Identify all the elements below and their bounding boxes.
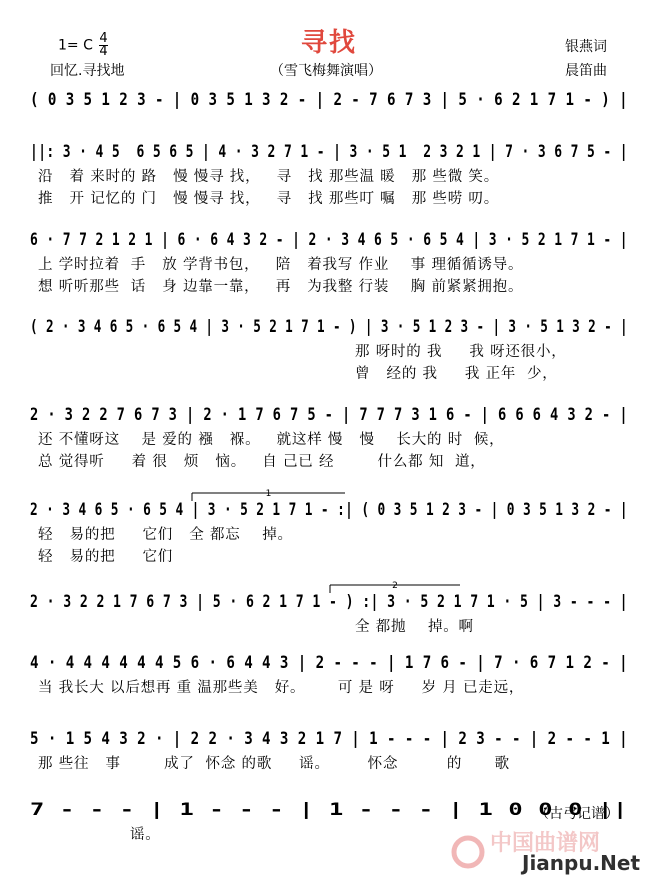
watermark-brand: 中国曲谱网 xyxy=(490,831,601,856)
transcriber-note: （古弓记谱） xyxy=(535,806,619,822)
lyric-line: 当 我长大 以后想再 重 温那些美 好。 可 是 呀 岁 月 已走远， xyxy=(38,680,525,696)
lyric-line: 那 些往 事 成了 怀念 的歌 谣。 怀念 的 歌 xyxy=(38,756,510,772)
volta-number: 2 xyxy=(392,581,398,591)
lyric-line: 谣。 xyxy=(38,827,161,843)
lyric-line: 沿 着 来时的 路 慢 慢寻 找， 寻 找 那些温 暖 那 些微 笑。 xyxy=(38,169,500,185)
score-row xyxy=(30,230,628,295)
singer-text: （雪飞梅舞演唱） xyxy=(270,63,382,79)
watermark xyxy=(454,830,640,875)
lyric-line: 那 呀时的 我 我 呀还很小， xyxy=(355,344,567,360)
score-row xyxy=(30,317,628,382)
time-bottom: 4 xyxy=(99,44,108,59)
lyric-line: 轻 易的把 它们 xyxy=(38,549,174,565)
time-top: 4 xyxy=(99,31,108,46)
lyric-line: 想 听听那些 话 身 边靠一靠， 再 为我整 行装 胸 前紧紧拥抱。 xyxy=(38,279,524,295)
lyric-line: 推 开 记忆的 门 慢 慢寻 找， 寻 找 那些叮 嘱 那 些唠 叨。 xyxy=(38,191,500,207)
notation-line: 5 · 1 5 4 3 2 · | 2 2 · 3 4 3 2 1 7 | 1 - - - | 2 3 - - | 2 - - 1 | xyxy=(30,729,628,749)
score-row xyxy=(30,142,628,207)
notation-line: 2 · 3 4 6 5 · 6 5 4 | 3 · 5 2 1 7 1 - :| ( 0 3 5 1 2 3 - | 0 3 5 1 3 2 - | xyxy=(30,500,628,520)
volta-number: 1 xyxy=(265,489,272,499)
song-title: 寻找 xyxy=(300,28,357,58)
watermark-logo-icon xyxy=(454,838,482,866)
notation-line: ( 2 · 3 4 6 5 · 6 5 4 | 3 · 5 2 1 7 1 - ) | 3 · 5 1 2 3 - | 3 · 5 1 3 2 - | xyxy=(30,317,628,337)
lyric-line: 全 都抛 掉。啊 xyxy=(355,619,474,635)
notation-line: ( 0 3 5 1 2 3 - | 0 3 5 1 3 2 - | 2 - 7 6 7 3 | 5 · 6 2 1 7 1 - ) | xyxy=(30,90,628,110)
notation-line: 2 · 3 2 2 1 7 6 7 3 | 5 · 6 2 1 7 1 - ) :| 3 · 5 2 1 7 1 · 5 | 3 - - - | xyxy=(30,592,628,612)
lyric-line: 总 觉得听 着 很 烦 恼。 自 己已 经 什么都 知 道， xyxy=(38,454,486,470)
notation-line: 6 · 7 7 2 1 2 1 | 6 · 6 4 3 2 - | 2 · 3 4 6 5 · 6 5 4 | 3 · 5 2 1 7 1 - | xyxy=(30,230,628,250)
source-text: 回忆.寻找地 xyxy=(50,63,125,79)
score-rows xyxy=(30,90,628,843)
score-row xyxy=(30,592,628,635)
lyric-line: 上 学时拉着 手 放 学背书包， 陪 着我写 作业 事 理循循诱导。 xyxy=(38,257,524,273)
score-row xyxy=(30,729,628,772)
score-row xyxy=(30,90,628,110)
notation-line: ||: 3 · 4 5 6 5 6 5 | 4 · 3 2 7 1 - | 3 · 5 1 2 3 2 1 | 7 · 3 6 7 5 - | xyxy=(30,142,628,162)
key-label: 1= C xyxy=(58,37,93,54)
lyric-line: 轻 易的把 它们 全 都忘 掉。 xyxy=(38,527,293,543)
lyric-line: 还 不懂呀这 是 爱的 襁 褓。 就这样 慢 慢 长大的 时 候， xyxy=(38,432,505,448)
score-row xyxy=(30,500,628,565)
lyricist-credit: 银燕词 xyxy=(565,39,607,55)
watermark-site: Jianpu.Net xyxy=(522,851,641,875)
notation-line: 2 · 3 2 2 7 6 7 3 | 2 · 1 7 6 7 5 - | 7 7 7 3 1 6 - | 6 6 6 4 3 2 - | xyxy=(30,405,628,425)
notation-line: 4 · 4 4 4 4 4 4 5 6 · 6 4 4 3 | 2 - - - | 1 7 6 - | 7 · 6 7 1 2 - | xyxy=(30,653,628,673)
score-row xyxy=(30,405,628,470)
lyric-line: 曾 经的 我 我 正年 少， xyxy=(355,366,558,382)
composer-credit: 晨笛曲 xyxy=(565,63,607,79)
notation-line: 7 - - - | 1 - - - | 1 - - - | 1 0 0 0 || xyxy=(30,800,628,820)
score-row xyxy=(30,653,628,696)
